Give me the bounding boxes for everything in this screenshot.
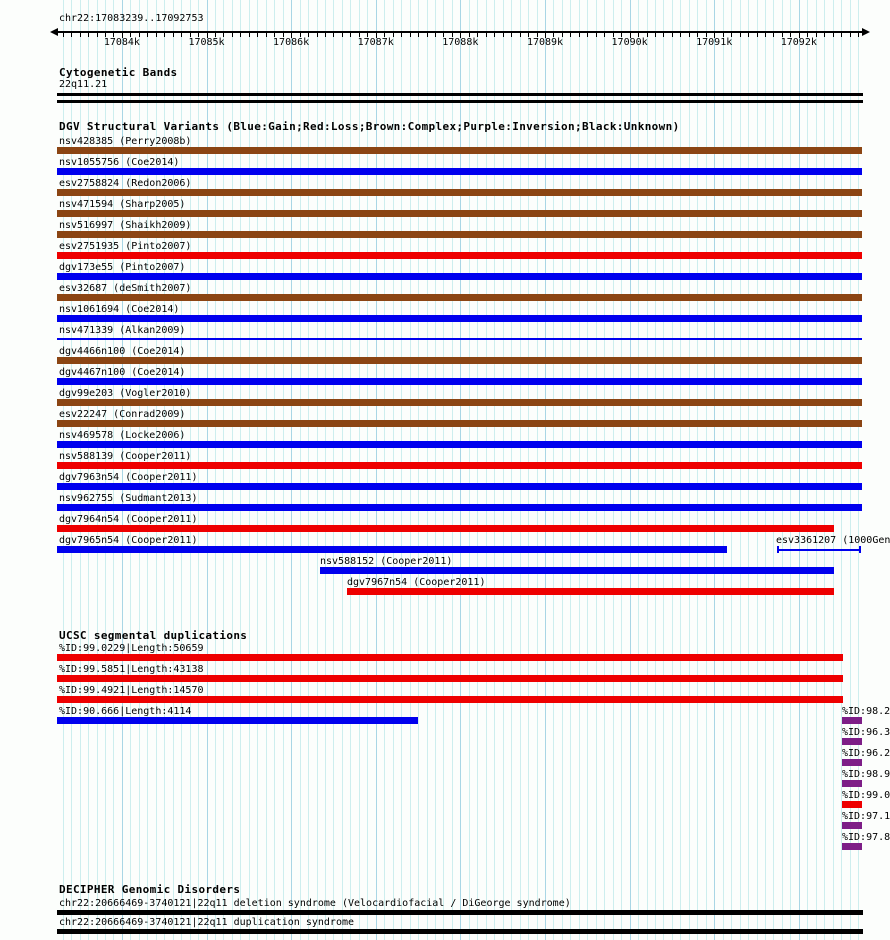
minor-gridline xyxy=(520,0,521,940)
track-bar[interactable] xyxy=(57,399,862,406)
minor-tick xyxy=(342,33,343,37)
minor-gridline xyxy=(562,0,563,940)
minor-tick xyxy=(435,33,436,37)
minor-gridline xyxy=(469,0,470,940)
track-label[interactable]: esv32687 (deSmith2007) xyxy=(59,283,192,294)
track-label[interactable]: nsv1055756 (Coe2014) xyxy=(59,157,180,168)
minor-tick xyxy=(333,33,334,37)
track-label[interactable]: nsv469578 (Locke2006) xyxy=(59,430,186,441)
track-label[interactable]: dgv4467n100 (Coe2014) xyxy=(59,367,186,378)
minor-gridline xyxy=(773,0,774,940)
track-bar[interactable] xyxy=(57,147,862,154)
minor-tick xyxy=(350,33,351,37)
tick-label: 17090k xyxy=(611,37,648,48)
minor-gridline xyxy=(418,0,419,940)
minor-tick xyxy=(503,33,504,37)
track-bar[interactable] xyxy=(57,210,862,217)
minor-tick xyxy=(579,33,580,37)
tick-label: 17088k xyxy=(442,37,479,48)
minor-tick xyxy=(410,33,411,37)
track-bar[interactable] xyxy=(57,294,862,301)
minor-gridline xyxy=(452,0,453,940)
minor-gridline xyxy=(511,0,512,940)
minor-gridline xyxy=(807,0,808,940)
minor-gridline xyxy=(723,0,724,940)
minor-gridline xyxy=(663,0,664,940)
minor-gridline xyxy=(223,0,224,940)
track-label[interactable]: chr22:20666469-3740121|22q11 deletion syndrome (Velocardiofacial / DiGeorge syndrome) xyxy=(59,898,571,909)
minor-tick xyxy=(401,33,402,37)
minor-gridline xyxy=(765,0,766,940)
track-label[interactable]: dgv4466n100 (Coe2014) xyxy=(59,346,186,357)
minor-gridline xyxy=(613,0,614,940)
minor-gridline xyxy=(824,0,825,940)
minor-gridline xyxy=(757,0,758,940)
track-bar[interactable] xyxy=(57,168,862,175)
track-bar[interactable] xyxy=(57,420,862,427)
minor-gridline xyxy=(325,0,326,940)
minor-tick xyxy=(249,33,250,37)
minor-gridline xyxy=(393,0,394,940)
track-bar[interactable] xyxy=(57,315,862,322)
minor-tick xyxy=(232,33,233,37)
track-bar[interactable] xyxy=(57,696,843,703)
minor-tick xyxy=(494,33,495,37)
track-label[interactable]: nsv428385 (Perry2008b) xyxy=(59,136,192,147)
minor-gridline xyxy=(384,0,385,940)
minor-tick xyxy=(71,33,72,37)
minor-gridline xyxy=(410,0,411,940)
track-bar[interactable] xyxy=(57,929,863,934)
track-label[interactable]: nsv516997 (Shaikh2009) xyxy=(59,220,192,231)
track-label[interactable]: nsv588152 (Cooper2011) xyxy=(320,556,453,567)
minor-gridline xyxy=(435,0,436,940)
minor-tick xyxy=(596,33,597,37)
minor-gridline xyxy=(833,0,834,940)
major-gridline xyxy=(291,0,292,940)
minor-tick xyxy=(740,33,741,37)
minor-tick xyxy=(486,33,487,37)
minor-tick xyxy=(520,33,521,37)
track-bar xyxy=(57,93,863,96)
tick-label: 17087k xyxy=(357,37,394,48)
minor-tick xyxy=(156,33,157,37)
minor-tick xyxy=(181,33,182,37)
track-label[interactable]: dgv7965n54 (Cooper2011) xyxy=(59,535,198,546)
minor-gridline xyxy=(198,0,199,940)
minor-tick xyxy=(604,33,605,37)
minor-tick xyxy=(680,33,681,37)
minor-gridline xyxy=(596,0,597,940)
minor-gridline xyxy=(706,0,707,940)
track-label[interactable]: dgv7967n54 (Cooper2011) xyxy=(347,577,486,588)
minor-gridline xyxy=(317,0,318,940)
track-bar[interactable] xyxy=(57,675,843,682)
tick-label: 17086k xyxy=(273,37,310,48)
track-label[interactable]: %ID:90.666|Length:4114 xyxy=(59,706,192,717)
tick-label: 17089k xyxy=(526,37,564,48)
minor-gridline xyxy=(748,0,749,940)
minor-gridline xyxy=(342,0,343,940)
minor-gridline xyxy=(697,0,698,940)
track-bar[interactable] xyxy=(842,738,862,745)
minor-tick xyxy=(748,33,749,37)
minor-gridline xyxy=(427,0,428,940)
minor-tick xyxy=(63,33,64,37)
track-label[interactable]: dgv7963n54 (Cooper2011) xyxy=(59,472,198,483)
decipher-genomic-disorders-title: DECIPHER Genomic Disorders xyxy=(59,883,241,896)
minor-gridline xyxy=(240,0,241,940)
tick-label: 17091k xyxy=(696,37,733,48)
minor-gridline xyxy=(570,0,571,940)
minor-tick xyxy=(511,33,512,37)
track-label[interactable]: nsv588139 (Cooper2011) xyxy=(59,451,192,462)
minor-tick xyxy=(317,33,318,37)
minor-gridline xyxy=(553,0,554,940)
track-bar[interactable] xyxy=(57,462,862,469)
track-label[interactable]: chr22:20666469-3740121|22q11 duplication syndrome xyxy=(59,917,355,928)
track-bar[interactable] xyxy=(842,801,862,808)
minor-tick xyxy=(587,33,588,37)
minor-gridline xyxy=(790,0,791,940)
major-gridline xyxy=(207,0,208,940)
minor-tick xyxy=(824,33,825,37)
track-label[interactable]: nsv471339 (Alkan2009) xyxy=(59,325,186,336)
track-label[interactable]: %ID:98.9 xyxy=(842,769,890,780)
minor-tick xyxy=(672,33,673,37)
minor-gridline xyxy=(604,0,605,940)
track-label[interactable]: %ID:99.0229|Length:50659 xyxy=(59,643,204,654)
track-label: 22q11.21 xyxy=(59,79,108,90)
minor-tick xyxy=(773,33,774,37)
minor-tick xyxy=(266,33,267,37)
major-gridline xyxy=(545,0,546,940)
track-bar[interactable] xyxy=(57,338,862,340)
track-label[interactable]: %ID:98.2 xyxy=(842,706,890,717)
track-bar[interactable] xyxy=(842,780,862,787)
variant-range-endtick xyxy=(859,546,861,553)
cytogenetic-bands-title: Cytogenetic Bands xyxy=(59,66,178,79)
major-gridline xyxy=(376,0,377,940)
variant-range-endtick xyxy=(777,546,779,553)
track-label[interactable]: %ID:99.5851|Length:43138 xyxy=(59,664,204,675)
track-bar[interactable] xyxy=(57,378,862,385)
track-label[interactable]: dgv7964n54 (Cooper2011) xyxy=(59,514,198,525)
minor-tick xyxy=(757,33,758,37)
minor-gridline xyxy=(359,0,360,940)
minor-gridline xyxy=(537,0,538,940)
track-bar[interactable] xyxy=(57,525,834,532)
minor-tick xyxy=(841,33,842,37)
minor-tick xyxy=(147,33,148,37)
minor-gridline xyxy=(266,0,267,940)
minor-gridline xyxy=(308,0,309,940)
minor-gridline xyxy=(367,0,368,940)
minor-gridline xyxy=(274,0,275,940)
minor-tick xyxy=(257,33,258,37)
track-bar[interactable] xyxy=(57,910,863,915)
minor-tick xyxy=(427,33,428,37)
minor-gridline xyxy=(333,0,334,940)
minor-tick xyxy=(80,33,81,37)
minor-tick xyxy=(655,33,656,37)
minor-gridline xyxy=(655,0,656,940)
minor-gridline xyxy=(300,0,301,940)
track-bar[interactable] xyxy=(320,567,834,574)
tick-label: 17085k xyxy=(188,37,225,48)
minor-gridline xyxy=(350,0,351,940)
track-bar[interactable] xyxy=(57,441,862,448)
track-bar[interactable] xyxy=(57,483,862,490)
minor-gridline xyxy=(672,0,673,940)
track-label[interactable]: nsv962755 (Sudmant2013) xyxy=(59,493,198,504)
track-bar xyxy=(57,100,863,103)
track-bar[interactable] xyxy=(57,504,862,511)
minor-gridline xyxy=(215,0,216,940)
track-label[interactable]: %ID:96.3 xyxy=(842,727,890,738)
tick-label: 17084k xyxy=(103,37,140,48)
track-label[interactable]: esv2751935 (Pinto2007) xyxy=(59,241,192,252)
minor-tick xyxy=(240,33,241,37)
track-bar[interactable] xyxy=(57,252,862,259)
track-label[interactable]: nsv1061694 (Coe2014) xyxy=(59,304,180,315)
minor-tick xyxy=(570,33,571,37)
minor-tick xyxy=(833,33,834,37)
track-bar[interactable] xyxy=(347,588,834,595)
track-label[interactable]: esv3361207 (1000Gen xyxy=(776,535,890,546)
track-bar[interactable] xyxy=(842,843,862,850)
minor-tick xyxy=(765,33,766,37)
minor-tick xyxy=(663,33,664,37)
track-label[interactable]: nsv471594 (Sharp2005) xyxy=(59,199,186,210)
track-bar[interactable] xyxy=(842,822,862,829)
variant-range-line[interactable] xyxy=(777,549,861,551)
track-label[interactable]: %ID:97.8 xyxy=(842,832,890,843)
minor-gridline xyxy=(782,0,783,940)
major-gridline xyxy=(460,0,461,940)
minor-gridline xyxy=(680,0,681,940)
minor-gridline xyxy=(816,0,817,940)
minor-gridline xyxy=(494,0,495,940)
minor-tick xyxy=(418,33,419,37)
minor-gridline xyxy=(647,0,648,940)
minor-tick xyxy=(850,33,851,37)
minor-tick xyxy=(325,33,326,37)
track-bar[interactable] xyxy=(57,231,862,238)
tick-label: 17092k xyxy=(780,37,817,48)
track-label[interactable]: dgv173e55 (Pinto2007) xyxy=(59,262,186,273)
major-gridline xyxy=(714,0,715,940)
minor-gridline xyxy=(477,0,478,940)
track-bar[interactable] xyxy=(842,717,862,724)
track-label[interactable]: esv2758824 (Redon2006) xyxy=(59,178,192,189)
track-label[interactable]: esv22247 (Conrad2009) xyxy=(59,409,186,420)
minor-tick xyxy=(88,33,89,37)
minor-gridline xyxy=(587,0,588,940)
minor-gridline xyxy=(638,0,639,940)
minor-gridline xyxy=(731,0,732,940)
minor-tick xyxy=(173,33,174,37)
minor-tick xyxy=(689,33,690,37)
minor-gridline xyxy=(486,0,487,940)
track-label[interactable]: dgv99e203 (Vogler2010) xyxy=(59,388,192,399)
region-coordinates-label: chr22:17083239..17092753 xyxy=(59,13,204,24)
minor-gridline xyxy=(249,0,250,940)
minor-gridline xyxy=(257,0,258,940)
track-bar[interactable] xyxy=(57,273,862,280)
track-bar[interactable] xyxy=(842,759,862,766)
minor-gridline xyxy=(401,0,402,940)
dgv-structural-variants-title: DGV Structural Variants (Blue:Gain;Red:Loss;Brown:Complex;Purple:Inversion;Black:Unknown) xyxy=(59,120,680,133)
track-bar[interactable] xyxy=(57,357,862,364)
track-label[interactable]: %ID:99.4921|Length:14570 xyxy=(59,685,204,696)
minor-tick xyxy=(164,33,165,37)
track-label[interactable]: %ID:99.0 xyxy=(842,790,890,801)
minor-tick xyxy=(858,33,859,37)
minor-gridline xyxy=(443,0,444,940)
minor-gridline xyxy=(689,0,690,940)
ruler-right-arrow-icon xyxy=(862,28,870,36)
track-label[interactable]: %ID:96.2 xyxy=(842,748,890,759)
track-bar[interactable] xyxy=(57,717,418,724)
minor-gridline xyxy=(621,0,622,940)
ruler-left-arrow-icon xyxy=(50,28,58,36)
minor-gridline xyxy=(579,0,580,940)
track-label[interactable]: %ID:97.1 xyxy=(842,811,890,822)
track-bar[interactable] xyxy=(57,654,843,661)
major-gridline xyxy=(799,0,800,940)
minor-gridline xyxy=(283,0,284,940)
track-bar[interactable] xyxy=(57,189,862,196)
track-bar[interactable] xyxy=(57,546,727,553)
minor-gridline xyxy=(232,0,233,940)
ucsc-segmental-duplications-title: UCSC segmental duplications xyxy=(59,629,248,642)
minor-tick xyxy=(97,33,98,37)
major-gridline xyxy=(630,0,631,940)
minor-gridline xyxy=(740,0,741,940)
minor-gridline xyxy=(503,0,504,940)
minor-gridline xyxy=(528,0,529,940)
